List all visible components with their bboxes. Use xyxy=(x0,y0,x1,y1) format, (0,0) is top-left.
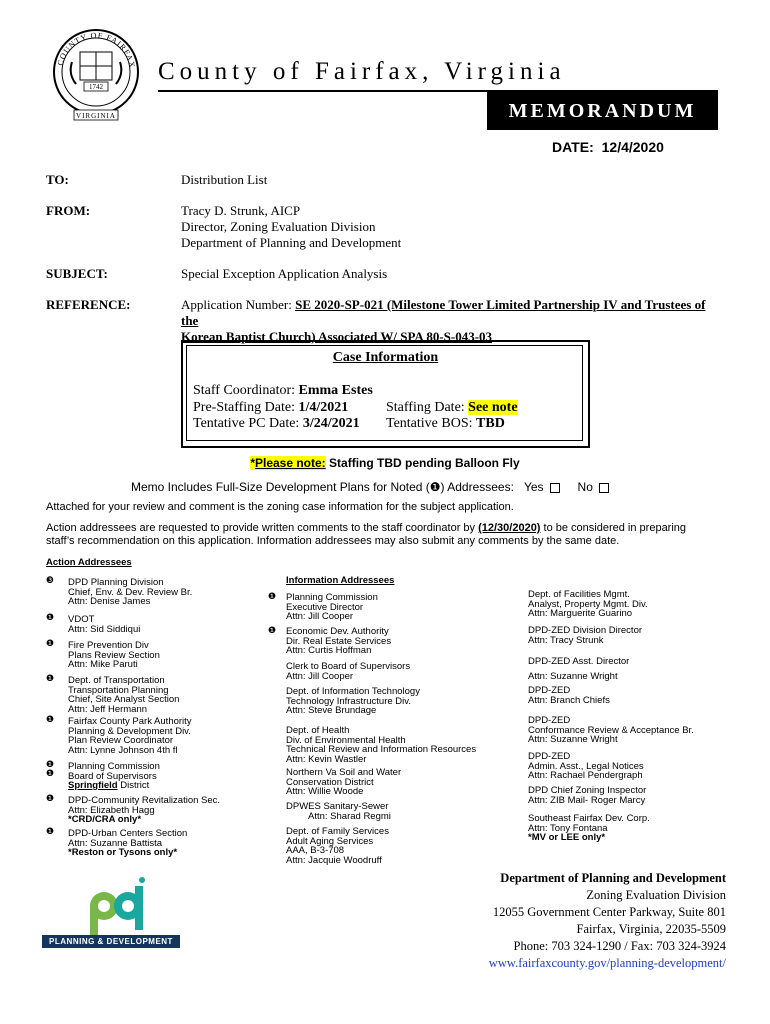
district-suffix: District xyxy=(117,780,150,791)
bullet-icon: ❸ xyxy=(46,576,55,586)
date-value: 12/4/2020 xyxy=(601,139,664,155)
addressee-line: Planning Commission xyxy=(68,761,160,772)
addressee-line: VDOT xyxy=(68,614,95,625)
info-item xyxy=(286,726,526,764)
addressee-line: Attn: Elizabeth Hagg xyxy=(68,804,155,816)
staffing-label: Staffing Date: xyxy=(386,400,469,415)
info-item xyxy=(286,662,516,681)
addressee-line: DPD-ZED xyxy=(528,715,571,726)
addressee-line: Board of Supervisors xyxy=(68,770,157,782)
bullet-icon: ❶ xyxy=(46,827,55,837)
addressee-line: Chief, Env. & Dev. Review Br. xyxy=(68,586,193,598)
memorandum-banner: MEMORANDUM xyxy=(487,92,718,130)
staffing-date xyxy=(386,400,518,416)
addressee-line: Dept. of Information Technology xyxy=(286,686,420,697)
addressee-line: DPD-Community Revitalization Sec. xyxy=(68,795,221,806)
addressee-line: Fire Prevention Div xyxy=(68,640,149,651)
addressee-line: Attn: Steve Brundage xyxy=(286,705,377,716)
addressee-line: Conservation District xyxy=(286,776,374,788)
addressee-line: Chief, Site Analyst Section xyxy=(68,694,180,705)
info-item xyxy=(528,590,728,619)
staff-coordinator xyxy=(193,383,373,399)
info-item xyxy=(528,752,728,781)
footer-phone: Phone: 703 324-1290 / Fax: 703 324-3924 xyxy=(513,939,726,953)
addressee-line: Planning & Development Div. xyxy=(68,725,191,737)
addressee-line: Attn: Suzanne Wright xyxy=(528,734,618,745)
from-department: Department of Planning and Development xyxy=(181,235,402,250)
pre-staffing-date xyxy=(193,400,348,416)
yes-checkbox[interactable] xyxy=(550,483,560,493)
info-item xyxy=(286,687,516,716)
info-item xyxy=(268,593,498,622)
addressee-line: DPD-ZED Asst. Director xyxy=(528,656,630,667)
bos-value: TBD xyxy=(476,416,505,431)
note-star: * xyxy=(250,456,255,470)
action-para-c: staff’s recommendation on this application. Information addressees may also submit any comments by the same date. xyxy=(46,535,620,547)
from-value xyxy=(181,203,401,251)
from-name: Tracy D. Strunk, AICP xyxy=(181,203,301,218)
addressee-line: Fairfax County Park Authority xyxy=(68,716,192,727)
seal-text-top: COUNTY OF FAIRFAX xyxy=(55,30,137,70)
info-item xyxy=(528,656,728,683)
subject-label: SUBJECT: xyxy=(46,266,108,281)
addressee-line: Conformance Review & Acceptance Br. xyxy=(528,724,694,736)
county-title: County of Fairfax, Virginia xyxy=(158,58,566,85)
addressee-line: Attn: Willie Woode xyxy=(286,786,364,797)
addressee-line: DPWES Sanitary-Sewer xyxy=(286,801,389,812)
addressee-line: Northern Va Soil and Water xyxy=(286,767,402,778)
addressee-line: Analyst, Property Mgmt. Div. xyxy=(528,598,648,610)
information-addressees-heading: Information Addressees xyxy=(286,575,395,586)
info-item xyxy=(528,626,728,645)
addressee-line: Dir. Real Estate Services xyxy=(286,635,392,647)
addressee-line: Admin. Asst., Legal Notices xyxy=(528,760,644,772)
addressee-line: Adult Aging Services xyxy=(286,835,374,847)
note-label: Please note: xyxy=(254,456,326,470)
addressee-line: Economic Dev. Authority xyxy=(286,626,389,637)
addressee-line: Attn: Curtis Hoffman xyxy=(286,645,372,656)
date-label: DATE: xyxy=(552,139,594,155)
yes-label: Yes xyxy=(523,480,544,494)
addressee-line: DPD-ZED xyxy=(528,751,571,762)
info-item xyxy=(528,686,728,705)
bos-label: Tentative BOS: xyxy=(386,416,477,431)
addressee-line: Dept. of Facilities Mgmt. xyxy=(528,589,630,600)
addressee-line: DPD-ZED Division Director xyxy=(528,625,643,636)
reference-number-line2: Korean Baptist Church) Associated W/ SPA 80-S-043-03 xyxy=(181,329,493,344)
addressee-line: Div. of Environmental Health xyxy=(286,734,406,746)
please-note xyxy=(0,456,770,470)
staffing-value: See note xyxy=(468,400,518,415)
pre-staffing-label: Pre-Staffing Date: xyxy=(193,400,299,415)
addressee-line: Technology Infrastructure Div. xyxy=(286,695,411,707)
addressee-line: Attn: ZIB Mail- Roger Marcy xyxy=(528,794,646,806)
addressee-line: *CRD/CRA only* xyxy=(68,814,142,825)
pc-value: 3/24/2021 xyxy=(302,416,360,431)
addressee-line: Attn: Kevin Wastler xyxy=(286,753,367,765)
bullet-icon: ❶ xyxy=(46,760,55,770)
addressee-line xyxy=(68,781,160,791)
bullet-icon: ❶ xyxy=(268,626,277,636)
action-addressees-heading: Action Addressees xyxy=(46,557,132,568)
case-info-title: Case Information xyxy=(332,350,439,365)
addressee-line: Attn: Lynne Johnson 4th fl xyxy=(68,744,178,756)
addressee-line: Attn: Sharad Regmi xyxy=(308,810,391,822)
bullet-icon: ❶ xyxy=(268,592,277,602)
addressee-line: Transportation Planning xyxy=(68,684,169,696)
addressee-line: DPD Planning Division xyxy=(68,577,164,588)
review-paragraph: Attached for your review and comment is the zoning case information for the subject application. xyxy=(46,501,514,513)
info-item xyxy=(528,814,728,843)
addressee-line: Clerk to Board of Supervisors xyxy=(286,661,411,672)
comment-deadline: (12/30/2020) xyxy=(478,522,541,534)
footer-website-link[interactable]: www.fairfaxcounty.gov/planning-development/ xyxy=(488,956,726,970)
addressee-line: Executive Director xyxy=(286,601,364,613)
info-item xyxy=(286,768,516,797)
addressee-line: Attn: Jeff Hermann xyxy=(68,703,148,715)
addressee-line: AAA, B-3-708 xyxy=(286,845,345,856)
district-name: Springfield xyxy=(68,780,118,791)
addressee-line: DPD Chief Zoning Inspector xyxy=(528,785,647,796)
addressee-line: Attn: Denise James xyxy=(68,596,151,607)
bullet-icon: ❶ xyxy=(46,639,55,649)
addressee-line: *MV or LEE only* xyxy=(528,832,606,843)
bullet-icon: ❶ xyxy=(46,715,55,725)
memo-includes-text: Memo Includes Full-Size Development Plans for Noted (❶) Addressees: xyxy=(131,480,514,494)
addressee-line: Dept. of Transportation xyxy=(68,675,165,686)
reference-value xyxy=(181,297,721,345)
addressee-line: Attn: Mike Paruti xyxy=(68,659,138,670)
addressee-line: Attn: Jacquie Woodruff xyxy=(286,854,382,866)
bullet-icon: ❶ xyxy=(46,613,55,623)
from-title: Director, Zoning Evaluation Division xyxy=(181,219,376,234)
action-para-b: to be considered in preparing xyxy=(540,522,687,534)
note-text: Staffing TBD pending Balloon Fly xyxy=(325,456,520,470)
addressee-line: Attn: Suzanne Battista xyxy=(68,837,163,849)
addressee-line: Attn: Jill Cooper xyxy=(286,611,354,622)
footer-title: Department of Planning and Development xyxy=(500,871,726,885)
info-item xyxy=(528,786,728,805)
addressee-line: DPD-Urban Centers Section xyxy=(68,828,188,839)
no-checkbox[interactable] xyxy=(599,483,609,493)
reference-prefix: Application Number: xyxy=(181,297,296,312)
bullet-icon: ❶ xyxy=(46,794,55,804)
bullet-icon: ❶ xyxy=(46,674,55,684)
tentative-pc-date xyxy=(193,416,360,432)
pc-label: Tentative PC Date: xyxy=(193,416,303,431)
county-seal xyxy=(50,22,146,132)
footer-city: Fairfax, Virginia, 22035-5509 xyxy=(576,922,726,936)
tentative-bos xyxy=(386,416,505,432)
logo-band: PLANNING & DEVELOPMENT xyxy=(42,935,180,948)
addressee-line: Dept. of Family Services xyxy=(286,826,389,837)
addressee-line: DPD-ZED xyxy=(528,685,571,696)
addressee-line: Planning Commission xyxy=(286,592,378,603)
addressee-line: Attn: Branch Chiefs xyxy=(528,694,610,706)
staff-coordinator-value: Emma Estes xyxy=(298,383,373,398)
addressee-line: Attn: Rachael Pendergraph xyxy=(528,770,643,781)
addressee-line: Attn: Marguerite Guarino xyxy=(528,608,633,619)
addressee-line: Attn: Sid Siddiqui xyxy=(68,623,141,635)
footer-address xyxy=(489,870,726,972)
memo-includes-row xyxy=(131,480,617,494)
bullet-icon: ❶ xyxy=(46,769,55,779)
staff-coordinator-label: Staff Coordinator: xyxy=(193,383,299,398)
addressee-line: Attn: Suzanne Wright xyxy=(528,671,618,682)
seal-year: 1742 xyxy=(89,83,103,91)
memo-date xyxy=(552,139,664,155)
addressee-line: *Reston or Tysons only* xyxy=(68,847,178,858)
no-label: No xyxy=(577,480,593,494)
info-item xyxy=(286,827,516,865)
addressee-line: Attn: Jill Cooper xyxy=(286,670,354,682)
addressee-line: Technical Review and Information Resources xyxy=(286,744,477,755)
addressee-line: Plan Review Coordinator xyxy=(68,735,174,746)
pre-staffing-value: 1/4/2021 xyxy=(298,400,349,415)
to-value: Distribution List xyxy=(181,172,268,187)
action-paragraph xyxy=(46,522,726,548)
subject-value: Special Exception Application Analysis xyxy=(181,266,388,281)
addressee-line: Southeast Fairfax Dev. Corp. xyxy=(528,813,650,824)
info-item xyxy=(268,627,498,656)
info-item xyxy=(528,716,738,745)
seal-text-bottom: VIRGINIA xyxy=(76,112,116,120)
from-label: FROM: xyxy=(46,203,91,218)
to-label: TO: xyxy=(46,172,69,187)
reference-label: REFERENCE: xyxy=(46,297,131,312)
addressee-line: Attn: Tony Fontana xyxy=(528,822,608,834)
footer-street: 12055 Government Center Parkway, Suite 801 xyxy=(492,905,726,919)
footer-division: Zoning Evaluation Division xyxy=(586,888,726,902)
addressee-line: Dept. of Health xyxy=(286,725,350,736)
info-item xyxy=(286,802,516,821)
addressee-line: Plans Review Section xyxy=(68,649,160,661)
action-para-a: Action addressees are requested to provide written comments to the staff coordinator by xyxy=(46,522,479,534)
addressee-line: Attn: Tracy Strunk xyxy=(528,634,604,646)
reference-number-line1: SE 2020-SP-021 (Milestone Tower Limited Partnership IV and Trustees of the xyxy=(181,297,706,328)
